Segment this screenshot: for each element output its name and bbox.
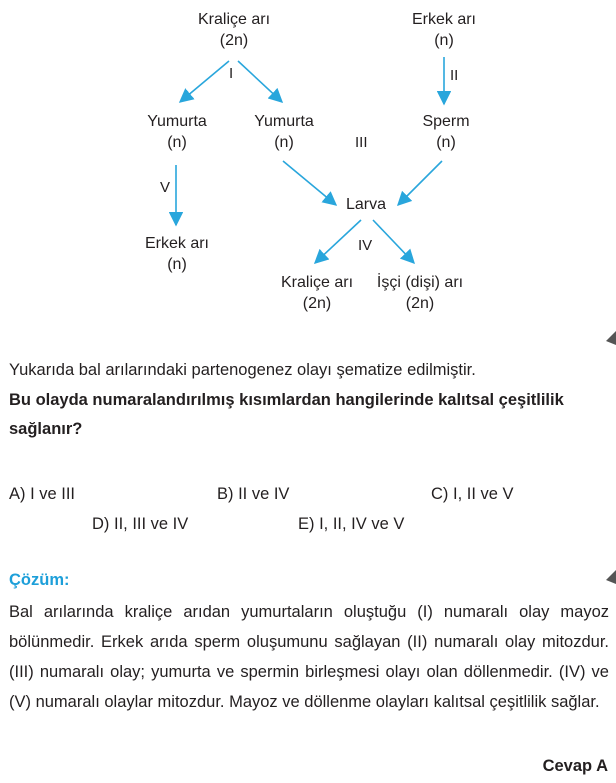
arrow-larva-to-worker <box>373 220 414 263</box>
pencil-icon <box>606 331 616 345</box>
node-larva <box>326 194 406 215</box>
node-queen-top-name: Kraliçe arı <box>197 11 271 28</box>
node-drone-top-name: Erkek arı <box>411 11 476 28</box>
node-worker <box>360 272 480 314</box>
node-sperm <box>396 111 496 153</box>
node-sperm-ploidy: (n) <box>436 134 456 151</box>
roman-label-ii: II <box>450 67 459 84</box>
node-sperm-name: Sperm <box>422 113 470 130</box>
node-egg-right <box>234 111 334 153</box>
node-egg-left-name: Yumurta <box>147 113 207 130</box>
solution-title: Çözüm: <box>9 571 70 589</box>
node-worker-name: İşçi (dişi) arı <box>376 274 464 291</box>
node-larva-name: Larva <box>345 196 387 213</box>
arrow-larva-to-queen <box>315 220 361 263</box>
arrow-queen-to-egg-left <box>180 61 229 102</box>
option-e[interactable]: E) I, II, IV ve V <box>298 515 405 533</box>
answer-label: Cevap A <box>542 757 608 775</box>
node-egg-left-ploidy: (n) <box>167 134 187 151</box>
question-prompt: Bu olayda numaralandırılmış kısımlardan hangilerinde kalıtsal çeşitlilik sağlanır? <box>9 391 564 438</box>
node-worker-ploidy: (2n) <box>405 295 435 312</box>
question-intro: Yukarıda bal arılarındaki partenogenez olayı şematize edilmiştir. <box>9 361 476 379</box>
node-queen-top-ploidy: (2n) <box>219 32 249 49</box>
pencil-icon-solution <box>606 570 616 584</box>
option-b[interactable]: B) II ve IV <box>217 485 290 503</box>
roman-label-v: V <box>160 179 171 196</box>
roman-label-iii: III <box>355 134 368 151</box>
solution-text: Bal arılarında kraliçe arıdan yumurtaların oluştuğu (I) numaralı olay mayoz bölünmedir. Erkek arıda sperm oluşumunu sağlayan (II) numaralı olay mitozdur. (III) numaralı olay; yumurta ve spermin birleşmesi olayı olan döllenmedir. (IV) ve (V) numaralı olaylar mitozdur. Mayoz ve döllenme olayları kalıtsal çeşitlilik sağlar. <box>9 603 609 711</box>
parthenogenesis-diagram <box>0 0 616 330</box>
node-queen-bottom-name: Kraliçe arı <box>280 274 354 291</box>
node-egg-right-ploidy: (n) <box>274 134 294 151</box>
node-egg-left <box>127 111 227 153</box>
option-d[interactable]: D) II, III ve IV <box>92 515 189 533</box>
node-queen-top <box>184 9 284 51</box>
option-c[interactable]: C) I, II ve V <box>431 485 514 503</box>
roman-label-i: I <box>229 65 234 82</box>
roman-label-iv: IV <box>358 237 373 254</box>
option-a[interactable]: A) I ve III <box>9 485 76 503</box>
node-queen-bottom-ploidy: (2n) <box>302 295 332 312</box>
node-egg-right-name: Yumurta <box>254 113 314 130</box>
node-drone-top <box>394 9 494 51</box>
arrow-queen-to-egg-right <box>238 61 282 102</box>
node-queen-bottom <box>262 272 372 314</box>
node-drone-top-ploidy: (n) <box>434 32 454 49</box>
node-drone-bottom <box>127 233 227 275</box>
node-drone-bottom-name: Erkek arı <box>144 235 209 252</box>
node-drone-bottom-ploidy: (n) <box>167 256 187 273</box>
